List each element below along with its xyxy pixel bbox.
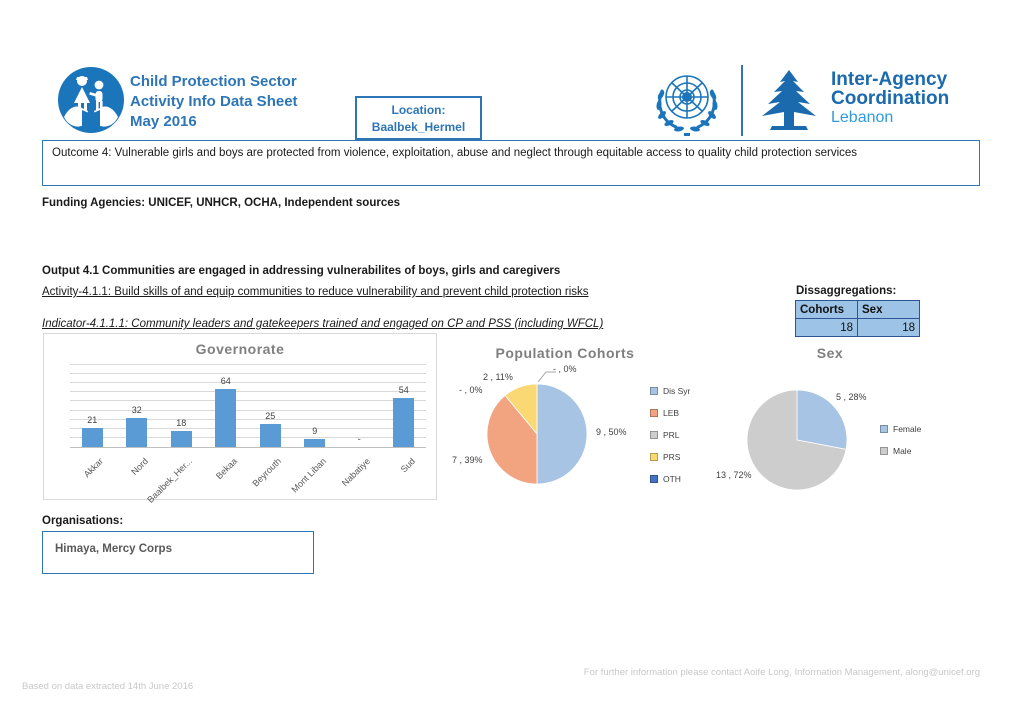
pie1-legend — [650, 380, 690, 490]
pie1-plot — [485, 382, 589, 486]
legend-swatch-icon — [880, 425, 888, 433]
bar-Nord — [126, 418, 147, 447]
location-value: Baalbek_Hermel — [371, 120, 466, 134]
legend-label: Dis Syr — [663, 386, 691, 396]
bar-Bekaa — [215, 389, 236, 447]
funding-agencies-text: Funding Agencies: UNICEF, UNHCR, OCHA, Independent sources — [42, 197, 401, 209]
title-line-1: Child Protection Sector — [130, 73, 297, 90]
pie2-title: Sex — [816, 345, 844, 361]
bar-value-label: 25 — [265, 411, 276, 421]
pie1-label-leb: 7 , 39% — [452, 455, 483, 465]
bar-value-label: 21 — [87, 415, 98, 425]
outcome-box — [42, 140, 980, 186]
pie1-label-prl: - , 0% — [459, 385, 483, 395]
pie1-title: Population Cohorts — [495, 345, 635, 361]
column-header-sex: Sex — [858, 301, 920, 319]
gridline — [70, 382, 426, 383]
legend-item-PRL — [650, 424, 690, 446]
disaggregations-table — [795, 300, 920, 337]
legend-item-OTH — [650, 468, 690, 490]
page-title — [130, 72, 298, 132]
category-label: Baalbek_Her... — [145, 456, 195, 505]
organisations-label: Organisations: — [42, 515, 124, 527]
bar-value-label: 54 — [398, 385, 409, 395]
legend-label: Female — [893, 424, 922, 434]
location-box — [355, 96, 482, 140]
legend-item-Male — [880, 440, 921, 462]
legend-item-PRS — [650, 446, 690, 468]
legend-label: LEB — [663, 408, 680, 418]
pie2-plot — [745, 388, 849, 492]
outcome-text: Outcome 4: Vulnerable girls and boys are protected from violence, exploitation, abuse and neglect through equitable access to quality child protection services — [52, 147, 858, 159]
legend-swatch-icon — [650, 475, 658, 483]
organisations-value: Himaya, Mercy Corps — [55, 543, 172, 555]
legend-swatch-icon — [650, 387, 658, 395]
bar-plot-area — [70, 366, 426, 505]
gridline — [70, 437, 426, 438]
pie-slice-Dis Syr — [537, 384, 587, 484]
legend-swatch-icon — [880, 447, 888, 455]
pie1-label-dissyr: 9 , 50% — [596, 427, 627, 437]
category-label: Nord — [128, 456, 150, 477]
gridline — [70, 410, 426, 411]
title-line-2: Activity Info Data Sheet — [130, 93, 298, 110]
legend-swatch-icon — [650, 409, 658, 417]
category-label: Sud — [398, 456, 417, 475]
bar-value-label: 32 — [131, 405, 142, 415]
pie1-label-prs: 2 , 11% — [483, 372, 513, 382]
activity-heading: Activity-4.1.1: Build skills of and equip communities to reduce vulnerability and prevent child protection risks — [42, 286, 589, 298]
governorate-bar-chart — [43, 333, 437, 505]
cedar-tree-icon — [752, 68, 826, 136]
gridline — [70, 391, 426, 392]
iac-line-3: Lebanon — [831, 109, 894, 126]
pie2-label-female: 5 , 28% — [836, 392, 867, 402]
header-divider — [741, 65, 743, 136]
legend-label: PRS — [663, 452, 681, 462]
table-value-row — [796, 319, 920, 337]
gridline — [70, 428, 426, 429]
legend-label: OTH — [663, 474, 681, 484]
gridline — [70, 373, 426, 374]
bar-value-label: - — [357, 434, 361, 444]
gridline — [70, 419, 426, 420]
organisations-box — [42, 531, 314, 574]
legend-label: PRL — [663, 430, 680, 440]
output-heading: Output 4.1 Communities are engaged in addressing vulnerabilites of boys, girls and caregivers — [42, 265, 561, 277]
category-label: Mont Liban — [289, 456, 328, 495]
indicator-heading: Indicator-4.1.1.1: Community leaders and gatekeepers trained and engaged on CP and PSS (including WFCL) — [42, 318, 604, 330]
category-label: Akkar — [81, 456, 106, 480]
footer-contact-text: For further information please contact Aoife Long, Information Management, along@unicef.org — [583, 667, 980, 678]
iac-line-1: Inter-Agency — [831, 69, 948, 90]
footer-extraction-date: Based on data extracted 14th June 2016 — [22, 681, 194, 692]
bar-Akkar — [82, 428, 103, 447]
category-label: Beyrouth — [250, 456, 284, 489]
child-protection-logo-icon — [54, 65, 128, 139]
bar-Mont Liban — [304, 439, 325, 447]
disaggregations-label: Dissaggregations: — [796, 285, 897, 297]
category-label: Nabatiye — [340, 456, 373, 489]
bar-value-label: 18 — [176, 418, 187, 428]
inter-agency-logo-text — [831, 70, 949, 127]
iac-line-2: Coordination — [831, 88, 950, 109]
column-header-cohorts: Cohorts — [796, 301, 858, 319]
bar-chart-title: Governorate — [195, 341, 285, 357]
un-logo-icon — [646, 61, 728, 141]
sex-value: 18 — [858, 319, 920, 337]
pie2-label-male: 13 , 72% — [716, 470, 752, 480]
bar-Sud — [393, 398, 414, 447]
legend-swatch-icon — [650, 431, 658, 439]
legend-label: Male — [893, 446, 912, 456]
gridline — [70, 364, 426, 365]
pie1-label-oth: - , 0% — [553, 364, 577, 374]
legend-item-Dis Syr — [650, 380, 690, 402]
location-label: Location: — [391, 103, 446, 117]
legend-swatch-icon — [650, 453, 658, 461]
title-line-3: May 2016 — [130, 113, 197, 130]
bar-value-label: 64 — [220, 376, 231, 386]
bar-value-label: 9 — [312, 426, 318, 436]
legend-item-Female — [880, 418, 921, 440]
bar-Beyrouth — [260, 424, 281, 447]
category-label: Bekaa — [213, 456, 239, 482]
table-header-row — [796, 301, 920, 319]
legend-item-LEB — [650, 402, 690, 424]
cohorts-value: 18 — [796, 319, 858, 337]
bar-Baalbek_Her... — [171, 431, 192, 447]
gridline — [70, 400, 426, 401]
pie2-legend — [880, 418, 921, 462]
